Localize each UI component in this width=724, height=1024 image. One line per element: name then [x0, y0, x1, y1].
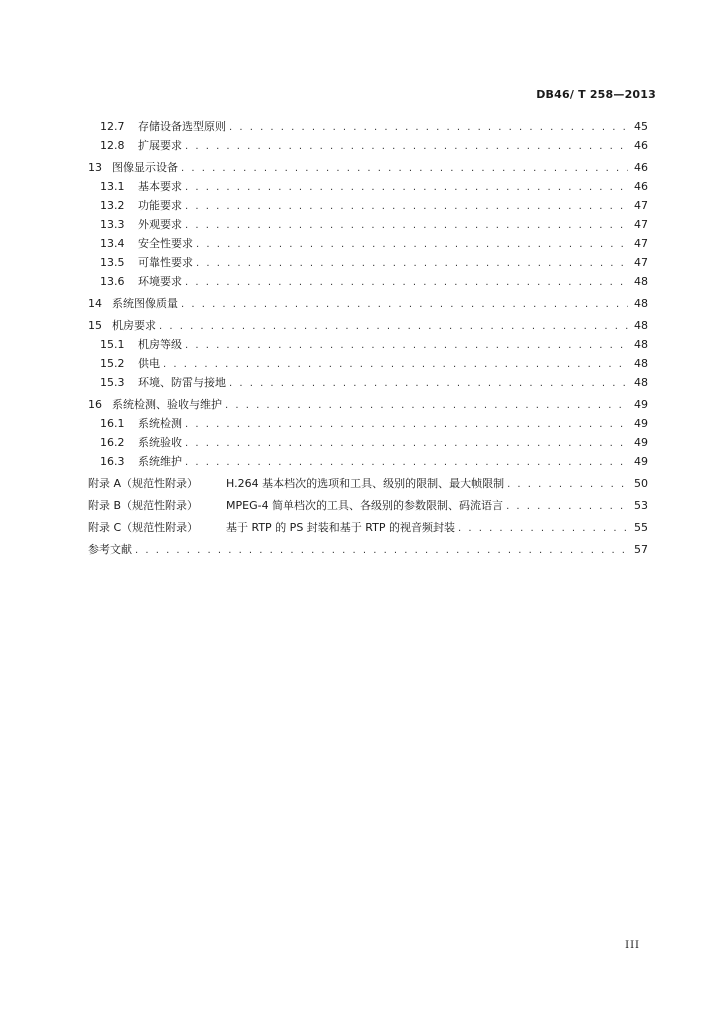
toc-appendix-entry[interactable]	[88, 518, 648, 537]
dot-leader	[185, 453, 628, 472]
toc-entry-page: 48	[634, 319, 648, 332]
toc-entry-number: 13.2	[100, 199, 125, 212]
toc-entry-page: 47	[634, 237, 648, 250]
dot-leader	[229, 118, 628, 137]
toc-entry-title: 安全性要求	[138, 237, 193, 250]
toc-entry-page: 47	[634, 199, 648, 212]
toc-references-entry[interactable]	[88, 540, 648, 559]
toc-entry-number: 13.1	[100, 180, 125, 193]
appendix-page: 55	[634, 521, 648, 534]
toc-entry-title: 系统图像质量	[112, 297, 178, 310]
toc-entry-title: 系统维护	[138, 455, 182, 468]
toc-entry[interactable]	[88, 117, 648, 136]
toc-entry[interactable]	[88, 335, 648, 354]
toc-entry-title: 系统验收	[138, 436, 182, 449]
dot-leader	[225, 396, 628, 415]
toc-entry-page: 46	[634, 139, 648, 152]
toc-entry[interactable]	[88, 272, 648, 291]
toc-entry[interactable]	[88, 395, 648, 414]
dot-leader	[507, 475, 628, 494]
toc-entry-title: 参考文献	[88, 543, 132, 556]
toc-appendix-entry[interactable]	[88, 496, 648, 515]
toc-entry-page: 48	[634, 275, 648, 288]
dot-leader	[196, 254, 628, 273]
dot-leader	[185, 273, 628, 292]
table-of-contents	[88, 117, 648, 559]
toc-entry[interactable]	[88, 294, 648, 313]
toc-entry-title: 环境要求	[138, 275, 182, 288]
toc-entry-number: 16.3	[100, 455, 125, 468]
dot-leader	[185, 415, 628, 434]
dot-leader	[506, 497, 628, 516]
toc-entry-number: 13.6	[100, 275, 125, 288]
toc-entry-page: 46	[634, 161, 648, 174]
dot-leader	[185, 336, 628, 355]
appendix-title: MPEG-4 简单档次的工具、各级别的参数限制、码流语言	[226, 499, 504, 512]
toc-entry[interactable]	[88, 414, 648, 433]
toc-appendix-entry[interactable]	[88, 474, 648, 493]
toc-entry-page: 48	[634, 297, 648, 310]
toc-entry[interactable]	[88, 316, 648, 335]
toc-entry-number: 15	[88, 319, 102, 332]
toc-entry-number: 12.7	[100, 120, 125, 133]
dot-leader	[159, 317, 628, 336]
toc-entry-title: 环境、防雷与接地	[138, 376, 226, 389]
toc-entry-number: 15.2	[100, 357, 125, 370]
dot-leader	[196, 235, 628, 254]
toc-entry[interactable]	[88, 136, 648, 155]
dot-leader	[185, 197, 628, 216]
toc-entry-page: 49	[634, 398, 648, 411]
toc-entry-number: 12.8	[100, 139, 125, 152]
toc-entry-page: 48	[634, 357, 648, 370]
toc-entry-number: 15.3	[100, 376, 125, 389]
toc-entry-page: 45	[634, 120, 648, 133]
toc-entry[interactable]	[88, 433, 648, 452]
toc-entry-number: 16.1	[100, 417, 125, 430]
appendix-title: 基于 RTP 的 PS 封装和基于 RTP 的视音频封装	[226, 521, 455, 534]
toc-entry-page: 46	[634, 180, 648, 193]
appendix-page: 53	[634, 499, 648, 512]
toc-entry-page: 48	[634, 376, 648, 389]
toc-entry-page: 48	[634, 338, 648, 351]
document-code: DB46/ T 258—2013	[536, 88, 656, 101]
toc-entry-title: 机房要求	[112, 319, 156, 332]
toc-entry[interactable]	[88, 215, 648, 234]
appendix-page: 50	[634, 477, 648, 490]
toc-entry-number: 13.4	[100, 237, 125, 250]
toc-entry[interactable]	[88, 373, 648, 392]
dot-leader	[135, 541, 628, 560]
toc-entry-title: 功能要求	[138, 199, 182, 212]
toc-entry-page: 47	[634, 256, 648, 269]
toc-entry-number: 15.1	[100, 338, 125, 351]
toc-entry-title: 可靠性要求	[138, 256, 193, 269]
dot-leader	[181, 295, 628, 314]
toc-entry[interactable]	[88, 177, 648, 196]
toc-entry[interactable]	[88, 253, 648, 272]
toc-entry-page: 49	[634, 436, 648, 449]
appendix-title: H.264 基本档次的选项和工具、级别的限制、最大帧限制	[226, 477, 505, 490]
toc-entry-number: 16.2	[100, 436, 125, 449]
toc-entry-number: 13	[88, 161, 102, 174]
dot-leader	[185, 137, 628, 156]
toc-entry-title: 存储设备选型原则	[138, 120, 226, 133]
toc-appendices	[88, 474, 648, 537]
toc-entry[interactable]	[88, 196, 648, 215]
toc-entry[interactable]	[88, 234, 648, 253]
toc-entry-title: 供电	[138, 357, 160, 370]
toc-entry-title: 图像显示设备	[112, 161, 178, 174]
appendix-label: 附录 B（规范性附录）	[88, 499, 199, 512]
toc-entry-title: 机房等级	[138, 338, 182, 351]
dot-leader	[185, 178, 628, 197]
toc-entry-title: 扩展要求	[138, 139, 182, 152]
toc-entry[interactable]	[88, 354, 648, 373]
dot-leader	[185, 216, 628, 235]
toc-entry-number: 13.5	[100, 256, 125, 269]
toc-entry[interactable]	[88, 158, 648, 177]
toc-entry-page: 49	[634, 417, 648, 430]
toc-entry-number: 14	[88, 297, 102, 310]
toc-entry-page: 57	[634, 543, 648, 556]
toc-entry-title: 系统检测	[138, 417, 182, 430]
toc-entry-page: 49	[634, 455, 648, 468]
toc-entry-title: 外观要求	[138, 218, 182, 231]
appendix-label: 附录 C（规范性附录）	[88, 521, 199, 534]
dot-leader	[229, 374, 628, 393]
dot-leader	[185, 434, 628, 453]
dot-leader	[163, 355, 628, 374]
toc-entry-title: 基本要求	[138, 180, 182, 193]
toc-entry-title: 系统检测、验收与维护	[112, 398, 222, 411]
toc-entry[interactable]	[88, 452, 648, 471]
page-number: III	[625, 940, 640, 951]
appendix-label: 附录 A（规范性附录）	[88, 477, 199, 490]
dot-leader	[181, 159, 628, 178]
toc-entries	[88, 117, 648, 471]
toc-entry-number: 13.3	[100, 218, 125, 231]
dot-leader	[458, 519, 628, 538]
toc-entry-number: 16	[88, 398, 102, 411]
toc-entry-page: 47	[634, 218, 648, 231]
